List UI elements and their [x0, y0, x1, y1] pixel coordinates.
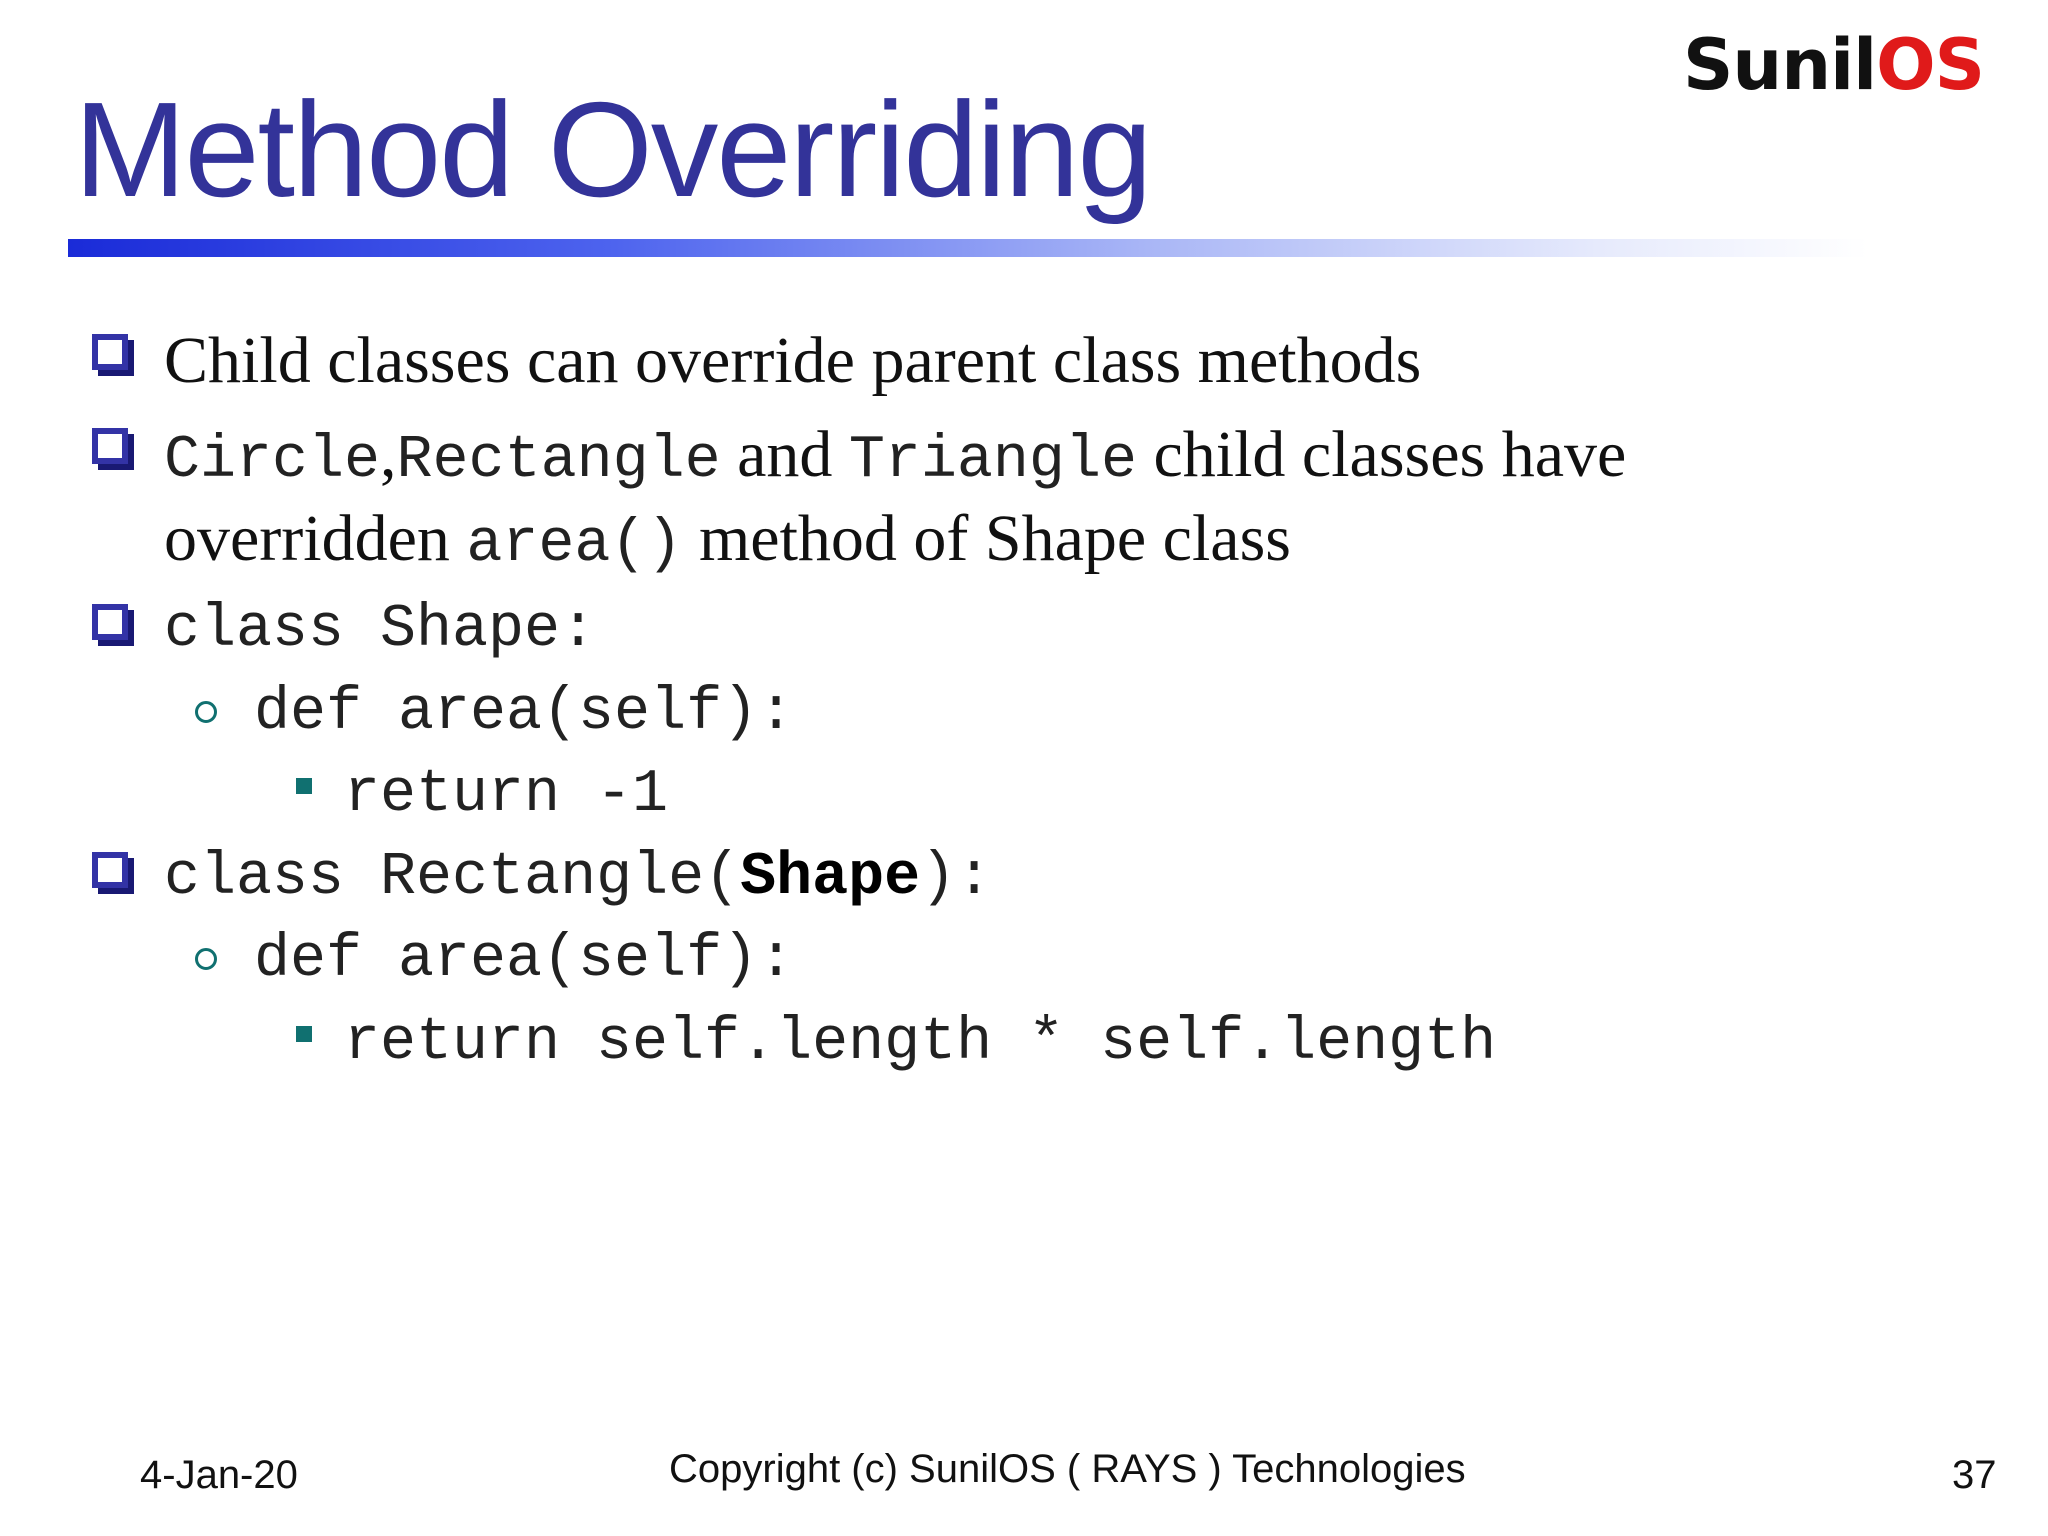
comma-text: ,: [380, 418, 397, 491]
logo-sunil-text: Sunil: [1683, 24, 1877, 106]
footer-copyright: Copyright (c) SunilOS ( RAYS ) Technologies: [669, 1447, 1466, 1491]
code-class-rectangle-suffix: ):: [920, 844, 993, 912]
logo-os-text: OS: [1876, 24, 1984, 106]
code-class-rectangle: [164, 844, 993, 912]
circle-bullet-icon: [195, 948, 217, 970]
circle-bullet-icon: [195, 701, 217, 723]
slide-title: Method Overriding: [74, 74, 1151, 225]
and-text: and: [720, 418, 849, 491]
code-shape-bold: Shape: [740, 844, 921, 912]
method-of-shape-text: method of Shape class: [682, 502, 1291, 575]
code-class-rectangle-prefix: class Rectangle(: [164, 844, 741, 912]
bullet-child-classes: Child classes can override parent class methods: [164, 324, 1422, 397]
square-sub-bullet-icon: [296, 778, 312, 794]
code-return-minus-one: return -1: [344, 761, 669, 829]
title-underline-bar: [68, 239, 1868, 257]
code-def-area-2: def area(self):: [254, 926, 795, 994]
footer-page-number: 37: [1952, 1453, 1997, 1497]
code-rectangle: Rectangle: [396, 427, 721, 495]
sunilos-logo: [1683, 24, 1984, 106]
square-sub-bullet-icon: [296, 1026, 312, 1042]
child-classes-have-text: child classes have: [1136, 418, 1627, 491]
code-class-shape: class Shape:: [164, 596, 597, 664]
square-bullet-icon: [92, 852, 128, 888]
code-area: area(): [466, 511, 683, 579]
square-bullet-icon: [92, 334, 128, 370]
code-triangle: Triangle: [848, 427, 1137, 495]
code-return-length: return self.length * self.length: [344, 1009, 1497, 1077]
footer-date: 4-Jan-20: [140, 1453, 298, 1497]
square-bullet-icon: [92, 604, 128, 640]
overridden-text: overridden: [164, 502, 467, 575]
bullet-overridden-classes-line2: [164, 502, 1291, 579]
code-circle: Circle: [164, 427, 381, 495]
code-def-area: def area(self):: [254, 679, 795, 747]
bullet-overridden-classes: [164, 418, 1627, 495]
square-bullet-icon: [92, 428, 128, 464]
